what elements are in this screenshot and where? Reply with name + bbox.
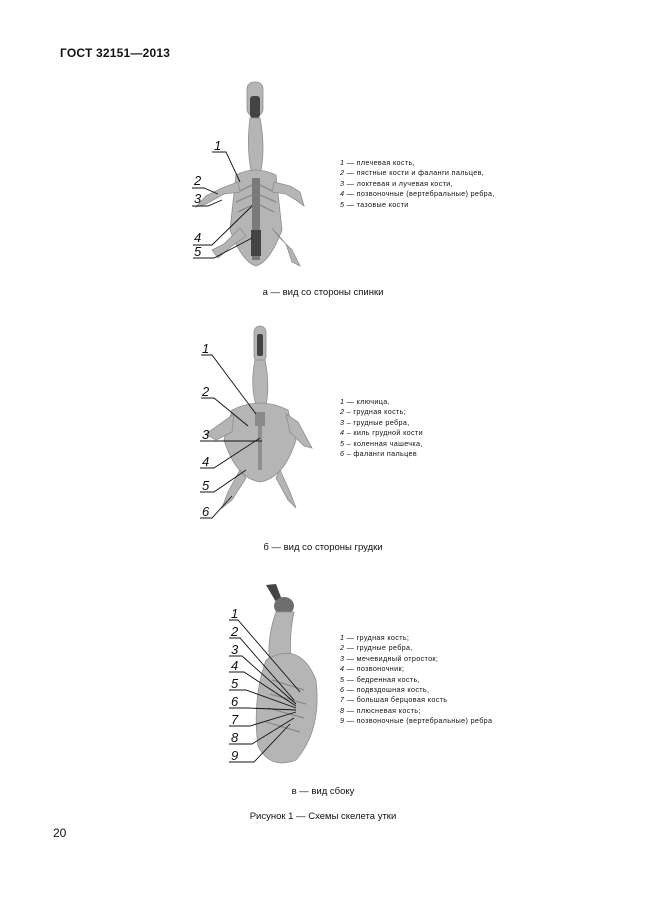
callout-number: 4 xyxy=(202,454,210,469)
legend-item: 3 — мечевидный отросток; xyxy=(340,653,439,663)
page-number: 20 xyxy=(53,826,67,840)
legend-item: 2 – грудная кость; xyxy=(340,407,407,417)
callout-number: 1 xyxy=(202,341,210,356)
legend-item: 1 — ключица, xyxy=(340,397,390,406)
callout-number: 2 xyxy=(202,384,210,399)
legend-c xyxy=(340,633,492,727)
figure-title: Рисунок 1 — Схемы скелета утки xyxy=(249,811,397,822)
legend-item: 3 – грудные ребра, xyxy=(340,417,410,427)
callout-number: 1 xyxy=(231,606,239,621)
figure-caption: б — вид со стороны грудки xyxy=(263,542,383,553)
callout-number: 2 xyxy=(194,173,202,188)
callout-number: 3 xyxy=(231,642,239,657)
legend-item: 3 — локтевая и лучевая кости, xyxy=(340,178,453,188)
legend-item: 4 – киль грудной кости xyxy=(340,428,423,438)
callout-number: 9 xyxy=(231,748,239,763)
legend-item: 2 — грудные ребра, xyxy=(340,643,413,653)
legend-item: 5 — бедренная кость, xyxy=(340,674,420,684)
legend-item: 8 — плюсневая кость; xyxy=(340,705,421,715)
callout-number: 5 xyxy=(231,676,239,691)
callout-number: 5 xyxy=(202,478,210,493)
callout-number: 6 xyxy=(231,694,239,709)
legend-item: 6 – фаланги пальцев xyxy=(340,449,418,459)
callout-number: 7 xyxy=(231,712,239,727)
legend-item: 4 — позвоночник; xyxy=(340,664,405,674)
legend-item: 5 — тазовые кости xyxy=(340,199,409,209)
legend-item: 6 — подвздошная кость, xyxy=(340,685,430,695)
callout-number: 1 xyxy=(214,138,222,153)
callout-number: 6 xyxy=(202,504,210,519)
callout-number: 5 xyxy=(194,244,202,259)
callout-number: 3 xyxy=(202,427,210,442)
callout-number: 8 xyxy=(231,730,239,745)
document-header: ГОСТ 32151—2013 xyxy=(60,46,171,60)
callout-number: 4 xyxy=(194,230,202,245)
legend-item: 1 — плечевая кость, xyxy=(340,158,415,167)
callout-number: 2 xyxy=(231,624,239,639)
legend-item: 5 – коленная чашечка, xyxy=(340,438,423,448)
figure-caption: а — вид со стороны спинки xyxy=(262,287,384,298)
legend-item: 4 — позвоночные (вертебральные) ребра, xyxy=(340,189,495,199)
figure-caption: в — вид сбоку xyxy=(291,786,355,797)
legend-item: 1 — грудная кость; xyxy=(340,633,410,642)
legend-item: 2 — пястные кости и фаланги пальцев, xyxy=(340,168,485,178)
callout-number: 4 xyxy=(231,658,239,673)
legend-item: 9 — позвоночные (вертебральные) ребра xyxy=(340,716,493,726)
legend-item: 7 — большая берцовая кость xyxy=(340,695,448,705)
callout-number: 3 xyxy=(194,191,202,206)
